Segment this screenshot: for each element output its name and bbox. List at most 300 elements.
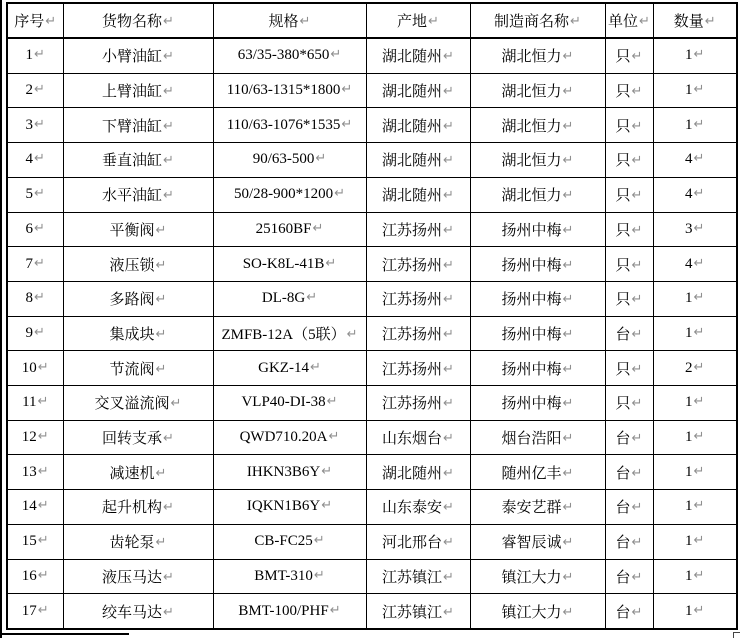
- cell-text: 1: [685, 533, 693, 550]
- paragraph-mark-icon: ↵: [443, 292, 454, 308]
- cell[interactable]: [366, 108, 470, 143]
- paragraph-mark-icon: ↵: [34, 151, 45, 167]
- page-left-edge-line: [0, 0, 2, 638]
- cell[interactable]: [7, 524, 63, 559]
- paragraph-mark-icon: ↵: [34, 186, 45, 202]
- cell[interactable]: [63, 38, 213, 73]
- cell[interactable]: [213, 455, 366, 490]
- cell[interactable]: [7, 73, 63, 108]
- cell[interactable]: [63, 316, 213, 351]
- cell[interactable]: [63, 490, 213, 525]
- cell-text: 小臂油缸: [102, 49, 163, 66]
- cell-text: 序号: [14, 14, 45, 30]
- paragraph-mark-icon: ↵: [313, 533, 325, 549]
- cell-text: 睿智辰诚: [501, 535, 562, 552]
- cell[interactable]: [366, 524, 470, 559]
- cell[interactable]: [63, 108, 213, 143]
- paragraph-mark-icon: ↵: [326, 394, 338, 410]
- cell[interactable]: [470, 490, 605, 525]
- cell-text: 25160BF: [255, 220, 312, 237]
- cell[interactable]: [605, 351, 653, 386]
- cell-text: 湖北恒力: [501, 153, 562, 170]
- cell-text: 河北邢台: [382, 535, 443, 552]
- cell[interactable]: [213, 559, 366, 594]
- cell-text: 15: [21, 533, 37, 550]
- paragraph-mark-icon: ↵: [163, 569, 174, 585]
- cell[interactable]: [470, 455, 605, 490]
- cell[interactable]: [63, 594, 213, 629]
- paragraph-mark-icon: ↵: [631, 84, 643, 100]
- cell[interactable]: [470, 594, 605, 629]
- cell[interactable]: [7, 351, 63, 386]
- cell[interactable]: [470, 559, 605, 594]
- cell[interactable]: [213, 316, 366, 351]
- paragraph-mark-icon: ↵: [443, 431, 454, 447]
- cell-text: 货物名称: [102, 14, 163, 30]
- cell-text: 110/63-1076*1535: [226, 116, 341, 133]
- cell[interactable]: [63, 177, 213, 212]
- cell-text: 湖北恒力: [501, 118, 562, 135]
- cell[interactable]: [7, 594, 63, 629]
- cell[interactable]: [7, 212, 63, 247]
- cell[interactable]: [63, 559, 213, 594]
- cell-text: 平衡阀: [109, 222, 155, 239]
- paragraph-mark-icon: ↵: [163, 153, 174, 169]
- cell-text: 只: [615, 361, 631, 378]
- paragraph-mark-icon: ↵: [562, 49, 574, 65]
- cell[interactable]: [605, 594, 653, 629]
- cell[interactable]: [470, 247, 605, 282]
- paragraph-mark-icon: ↵: [443, 326, 454, 342]
- cell[interactable]: [366, 420, 470, 455]
- paragraph-mark-icon: ↵: [37, 463, 49, 479]
- cell[interactable]: [653, 38, 737, 73]
- paragraph-mark-icon: ↵: [562, 396, 574, 412]
- cell-text: 6: [25, 220, 34, 237]
- cell-text: 数量: [673, 14, 704, 30]
- paragraph-mark-icon: ↵: [562, 188, 574, 204]
- paragraph-mark-icon: ↵: [631, 188, 643, 204]
- cell[interactable]: [213, 524, 366, 559]
- cell[interactable]: [470, 38, 605, 73]
- cell-text: 1: [685, 290, 693, 307]
- paragraph-mark-icon: ↵: [34, 220, 45, 236]
- cell-text: 4: [685, 186, 693, 203]
- cell-text: 63/35-380*650: [237, 47, 330, 64]
- paragraph-mark-icon: ↵: [163, 14, 174, 29]
- cell-text: 台: [615, 604, 631, 621]
- cell-text: 减速机: [109, 465, 155, 482]
- cell[interactable]: [7, 559, 63, 594]
- cell[interactable]: [653, 212, 737, 247]
- cell[interactable]: [605, 38, 653, 73]
- cell[interactable]: [653, 281, 737, 316]
- cell[interactable]: [63, 281, 213, 316]
- cell-text: 1: [25, 47, 34, 64]
- cell[interactable]: [470, 212, 605, 247]
- cell-text: 规格: [268, 14, 299, 30]
- cell[interactable]: [7, 386, 63, 421]
- paragraph-mark-icon: ↵: [37, 498, 49, 514]
- table-row: [7, 386, 737, 421]
- paragraph-mark-icon: ↵: [341, 82, 353, 98]
- cell[interactable]: [653, 455, 737, 490]
- cell[interactable]: [366, 38, 470, 73]
- cell[interactable]: [605, 247, 653, 282]
- cell-text: BMT-100/PHF: [238, 602, 329, 619]
- paragraph-mark-icon: ↵: [562, 431, 574, 447]
- cell-text: 1: [685, 116, 693, 133]
- cell-text: 台: [615, 535, 631, 552]
- cell-text: 1: [685, 429, 693, 446]
- cell[interactable]: [213, 351, 366, 386]
- cell[interactable]: [366, 455, 470, 490]
- cell-text: 1: [685, 82, 693, 99]
- paragraph-mark-icon: ↵: [443, 569, 454, 585]
- paragraph-mark-icon: ↵: [37, 602, 49, 618]
- cell-text: 江苏扬州: [382, 326, 443, 343]
- paragraph-mark-icon: ↵: [321, 498, 333, 514]
- cell[interactable]: [63, 386, 213, 421]
- cell[interactable]: [213, 177, 366, 212]
- table-row: [7, 420, 737, 455]
- header-cell[interactable]: [653, 3, 737, 38]
- table-row: [7, 212, 737, 247]
- cell[interactable]: [366, 281, 470, 316]
- cell[interactable]: [213, 281, 366, 316]
- paragraph-mark-icon: ↵: [562, 326, 574, 342]
- cell-text: 多路阀: [109, 292, 155, 309]
- cell[interactable]: [7, 108, 63, 143]
- cell[interactable]: [605, 177, 653, 212]
- paragraph-mark-icon: ↵: [163, 604, 174, 620]
- paragraph-mark-icon: ↵: [163, 49, 174, 65]
- paragraph-mark-icon: ↵: [443, 84, 454, 100]
- cell[interactable]: [63, 247, 213, 282]
- paragraph-mark-icon: ↵: [693, 255, 705, 271]
- cell[interactable]: [605, 212, 653, 247]
- cell[interactable]: [63, 212, 213, 247]
- paragraph-mark-icon: ↵: [631, 604, 643, 620]
- cell-text: 1: [685, 47, 693, 64]
- cell[interactable]: [366, 490, 470, 525]
- cell[interactable]: [653, 351, 737, 386]
- cell-text: 4: [685, 151, 693, 168]
- cell[interactable]: [7, 247, 63, 282]
- paragraph-mark-icon: ↵: [562, 604, 574, 620]
- cell-text: 台: [615, 569, 631, 586]
- header-cell[interactable]: [470, 3, 605, 38]
- cell[interactable]: [213, 420, 366, 455]
- table-row: [7, 455, 737, 490]
- cell-text: 17: [21, 602, 37, 619]
- cell[interactable]: [366, 177, 470, 212]
- cell[interactable]: [63, 524, 213, 559]
- paragraph-mark-icon: ↵: [155, 326, 167, 342]
- cell-text: 12: [21, 429, 37, 446]
- cell-text: 垂直油缸: [102, 153, 163, 170]
- cell[interactable]: [213, 212, 366, 247]
- cell[interactable]: [213, 73, 366, 108]
- paragraph-mark-icon: ↵: [155, 535, 167, 551]
- cell[interactable]: [605, 455, 653, 490]
- cell[interactable]: [366, 351, 470, 386]
- cell-text: 镇江大力: [501, 569, 562, 586]
- cell[interactable]: [605, 316, 653, 351]
- paragraph-mark-icon: ↵: [704, 14, 716, 29]
- cell[interactable]: [7, 38, 63, 73]
- cell[interactable]: [653, 559, 737, 594]
- paragraph-mark-icon: ↵: [45, 14, 57, 29]
- paragraph-mark-icon: ↵: [631, 465, 643, 481]
- cell[interactable]: [470, 524, 605, 559]
- paragraph-mark-icon: ↵: [34, 116, 45, 132]
- cell[interactable]: [366, 143, 470, 178]
- paragraph-mark-icon: ↵: [299, 14, 311, 29]
- cell-text: 只: [615, 84, 631, 101]
- cell[interactable]: [653, 316, 737, 351]
- cell-text: 湖北随州: [382, 49, 443, 66]
- cell[interactable]: [63, 455, 213, 490]
- paragraph-mark-icon: ↵: [155, 257, 167, 273]
- cell-text: 单位: [608, 14, 639, 30]
- table-header-row: [7, 3, 737, 38]
- cell[interactable]: [366, 559, 470, 594]
- cell[interactable]: [605, 524, 653, 559]
- cell-text: 13: [21, 463, 37, 480]
- cell[interactable]: [470, 177, 605, 212]
- paragraph-mark-icon: ↵: [631, 431, 643, 447]
- paragraph-mark-icon: ↵: [346, 326, 358, 342]
- cell[interactable]: [605, 73, 653, 108]
- cell[interactable]: [605, 420, 653, 455]
- paragraph-mark-icon: ↵: [443, 49, 454, 65]
- cell-text: 江苏镇江: [382, 569, 443, 586]
- table-row: [7, 559, 737, 594]
- cell[interactable]: [63, 143, 213, 178]
- cell[interactable]: [470, 73, 605, 108]
- cell[interactable]: [7, 455, 63, 490]
- cell[interactable]: [213, 594, 366, 629]
- cell-text: 扬州中梅: [501, 222, 562, 239]
- table-row: [7, 490, 737, 525]
- cell-text: 只: [615, 222, 631, 239]
- table-row: [7, 108, 737, 143]
- cell[interactable]: [213, 386, 366, 421]
- cell-text: 随州亿丰: [501, 465, 562, 482]
- cell[interactable]: [213, 490, 366, 525]
- cell[interactable]: [470, 351, 605, 386]
- header-cell[interactable]: [366, 3, 470, 38]
- paragraph-mark-icon: ↵: [562, 292, 574, 308]
- cell-text: ZMFB-12A（5联）: [221, 326, 346, 343]
- cell[interactable]: [7, 281, 63, 316]
- goods-table: [6, 2, 738, 630]
- cell[interactable]: [213, 143, 366, 178]
- cell[interactable]: [366, 594, 470, 629]
- cell-text: 江苏扬州: [382, 292, 443, 309]
- header-cell[interactable]: [63, 3, 213, 38]
- cell-text: 只: [615, 153, 631, 170]
- cell[interactable]: [653, 108, 737, 143]
- paragraph-mark-icon: ↵: [329, 602, 341, 618]
- cell-text: 齿轮泵: [109, 535, 155, 552]
- cell-text: IHKN3B6Y: [246, 463, 321, 480]
- paragraph-mark-icon: ↵: [34, 290, 45, 306]
- cell[interactable]: [653, 73, 737, 108]
- paragraph-mark-icon: ↵: [428, 14, 439, 29]
- cell[interactable]: [653, 177, 737, 212]
- cell-text: 4: [25, 151, 34, 168]
- cell[interactable]: [653, 247, 737, 282]
- paragraph-mark-icon: ↵: [693, 602, 705, 618]
- cell[interactable]: [605, 386, 653, 421]
- paragraph-mark-icon: ↵: [443, 153, 454, 169]
- paragraph-mark-icon: ↵: [562, 465, 574, 481]
- cell[interactable]: [213, 247, 366, 282]
- cell[interactable]: [7, 490, 63, 525]
- cell[interactable]: [470, 143, 605, 178]
- paragraph-mark-icon: ↵: [562, 153, 574, 169]
- cell-text: 交叉溢流阀: [94, 396, 170, 413]
- cell-text: 江苏扬州: [382, 257, 443, 274]
- paragraph-mark-icon: ↵: [37, 533, 49, 549]
- paragraph-mark-icon: ↵: [170, 396, 182, 412]
- cell-text: 台: [615, 326, 631, 343]
- cell[interactable]: [470, 316, 605, 351]
- paragraph-mark-icon: ↵: [693, 220, 705, 236]
- cell-text: 下臂油缸: [102, 118, 163, 135]
- cell[interactable]: [213, 108, 366, 143]
- cell[interactable]: [653, 386, 737, 421]
- paragraph-mark-icon: ↵: [562, 535, 574, 551]
- paragraph-mark-icon: ↵: [37, 567, 49, 583]
- paragraph-mark-icon: ↵: [631, 292, 643, 308]
- cell-text: 11: [22, 394, 37, 411]
- cell-text: 山东烟台: [382, 431, 443, 448]
- cell[interactable]: [63, 420, 213, 455]
- cell-text: 回转支承: [102, 431, 163, 448]
- cell-text: 镇江大力: [501, 604, 562, 621]
- cell[interactable]: [605, 143, 653, 178]
- cell[interactable]: [653, 524, 737, 559]
- paragraph-mark-icon: ↵: [631, 361, 643, 377]
- cell[interactable]: [653, 420, 737, 455]
- paragraph-mark-icon: ↵: [163, 500, 174, 516]
- paragraph-mark-icon: ↵: [693, 498, 705, 514]
- cell[interactable]: [366, 386, 470, 421]
- paragraph-mark-icon: ↵: [309, 359, 321, 375]
- cell-text: DL-8G: [261, 290, 306, 307]
- table-row: [7, 281, 737, 316]
- paragraph-mark-icon: ↵: [631, 257, 643, 273]
- next-row-fragment-line: [0, 633, 129, 635]
- paragraph-mark-icon: ↵: [34, 255, 45, 271]
- paragraph-mark-icon: ↵: [163, 188, 174, 204]
- paragraph-mark-icon: ↵: [631, 118, 643, 134]
- paragraph-mark-icon: ↵: [443, 500, 454, 516]
- cell-text: 江苏镇江: [382, 604, 443, 621]
- paragraph-mark-icon: ↵: [562, 257, 574, 273]
- paragraph-mark-icon: ↵: [155, 222, 167, 238]
- cell[interactable]: [653, 490, 737, 525]
- cell[interactable]: [470, 108, 605, 143]
- paragraph-mark-icon: ↵: [37, 429, 49, 445]
- cell[interactable]: [366, 73, 470, 108]
- cell-text: BMT-310: [254, 567, 313, 584]
- cell[interactable]: [366, 247, 470, 282]
- cell-text: 7: [25, 255, 34, 272]
- paragraph-mark-icon: ↵: [37, 359, 49, 375]
- paragraph-mark-icon: ↵: [693, 82, 705, 98]
- cell[interactable]: [470, 281, 605, 316]
- paragraph-mark-icon: ↵: [562, 569, 574, 585]
- table-row: [7, 524, 737, 559]
- cell-text: 上臂油缸: [102, 84, 163, 101]
- table-resize-handle-icon[interactable]: [733, 632, 740, 638]
- paragraph-mark-icon: ↵: [631, 569, 643, 585]
- cell[interactable]: [470, 386, 605, 421]
- header-cell[interactable]: [605, 3, 653, 38]
- paragraph-mark-icon: ↵: [443, 604, 454, 620]
- cell[interactable]: [7, 177, 63, 212]
- cell-text: 只: [615, 257, 631, 274]
- cell[interactable]: [653, 143, 737, 178]
- cell[interactable]: [605, 281, 653, 316]
- cell-text: 50/28-900*1200: [233, 186, 334, 203]
- cell[interactable]: [63, 351, 213, 386]
- cell-text: 只: [615, 188, 631, 205]
- paragraph-mark-icon: ↵: [693, 324, 705, 340]
- paragraph-mark-icon: ↵: [631, 500, 643, 516]
- cell[interactable]: [605, 559, 653, 594]
- cell-text: 湖北随州: [382, 118, 443, 135]
- cell[interactable]: [63, 73, 213, 108]
- cell-text: 只: [615, 396, 631, 413]
- table-row: [7, 177, 737, 212]
- cell[interactable]: [7, 316, 63, 351]
- cell[interactable]: [605, 108, 653, 143]
- header-cell[interactable]: [7, 3, 63, 38]
- paragraph-mark-icon: ↵: [443, 188, 454, 204]
- cell[interactable]: [213, 38, 366, 73]
- paragraph-mark-icon: ↵: [306, 290, 318, 306]
- cell-text: 扬州中梅: [501, 396, 562, 413]
- cell-text: 集成块: [109, 326, 155, 343]
- cell[interactable]: [470, 420, 605, 455]
- cell[interactable]: [605, 490, 653, 525]
- cell-text: 2: [685, 359, 693, 376]
- paragraph-mark-icon: ↵: [313, 567, 325, 583]
- cell[interactable]: [7, 143, 63, 178]
- header-cell[interactable]: [213, 3, 366, 38]
- cell[interactable]: [7, 420, 63, 455]
- cell[interactable]: [653, 594, 737, 629]
- paragraph-mark-icon: ↵: [334, 186, 346, 202]
- paragraph-mark-icon: ↵: [443, 361, 454, 377]
- paragraph-mark-icon: ↵: [155, 361, 167, 377]
- cell[interactable]: [366, 316, 470, 351]
- cell[interactable]: [366, 212, 470, 247]
- paragraph-mark-icon: ↵: [443, 257, 454, 273]
- paragraph-mark-icon: ↵: [163, 431, 174, 447]
- paragraph-mark-icon: ↵: [341, 116, 353, 132]
- paragraph-mark-icon: ↵: [321, 463, 333, 479]
- cell-text: 液压锁: [109, 257, 155, 274]
- cell-text: 绞车马达: [102, 604, 163, 621]
- cell-text: VLP40-DI-38: [241, 394, 326, 411]
- cell-text: 江苏扬州: [382, 396, 443, 413]
